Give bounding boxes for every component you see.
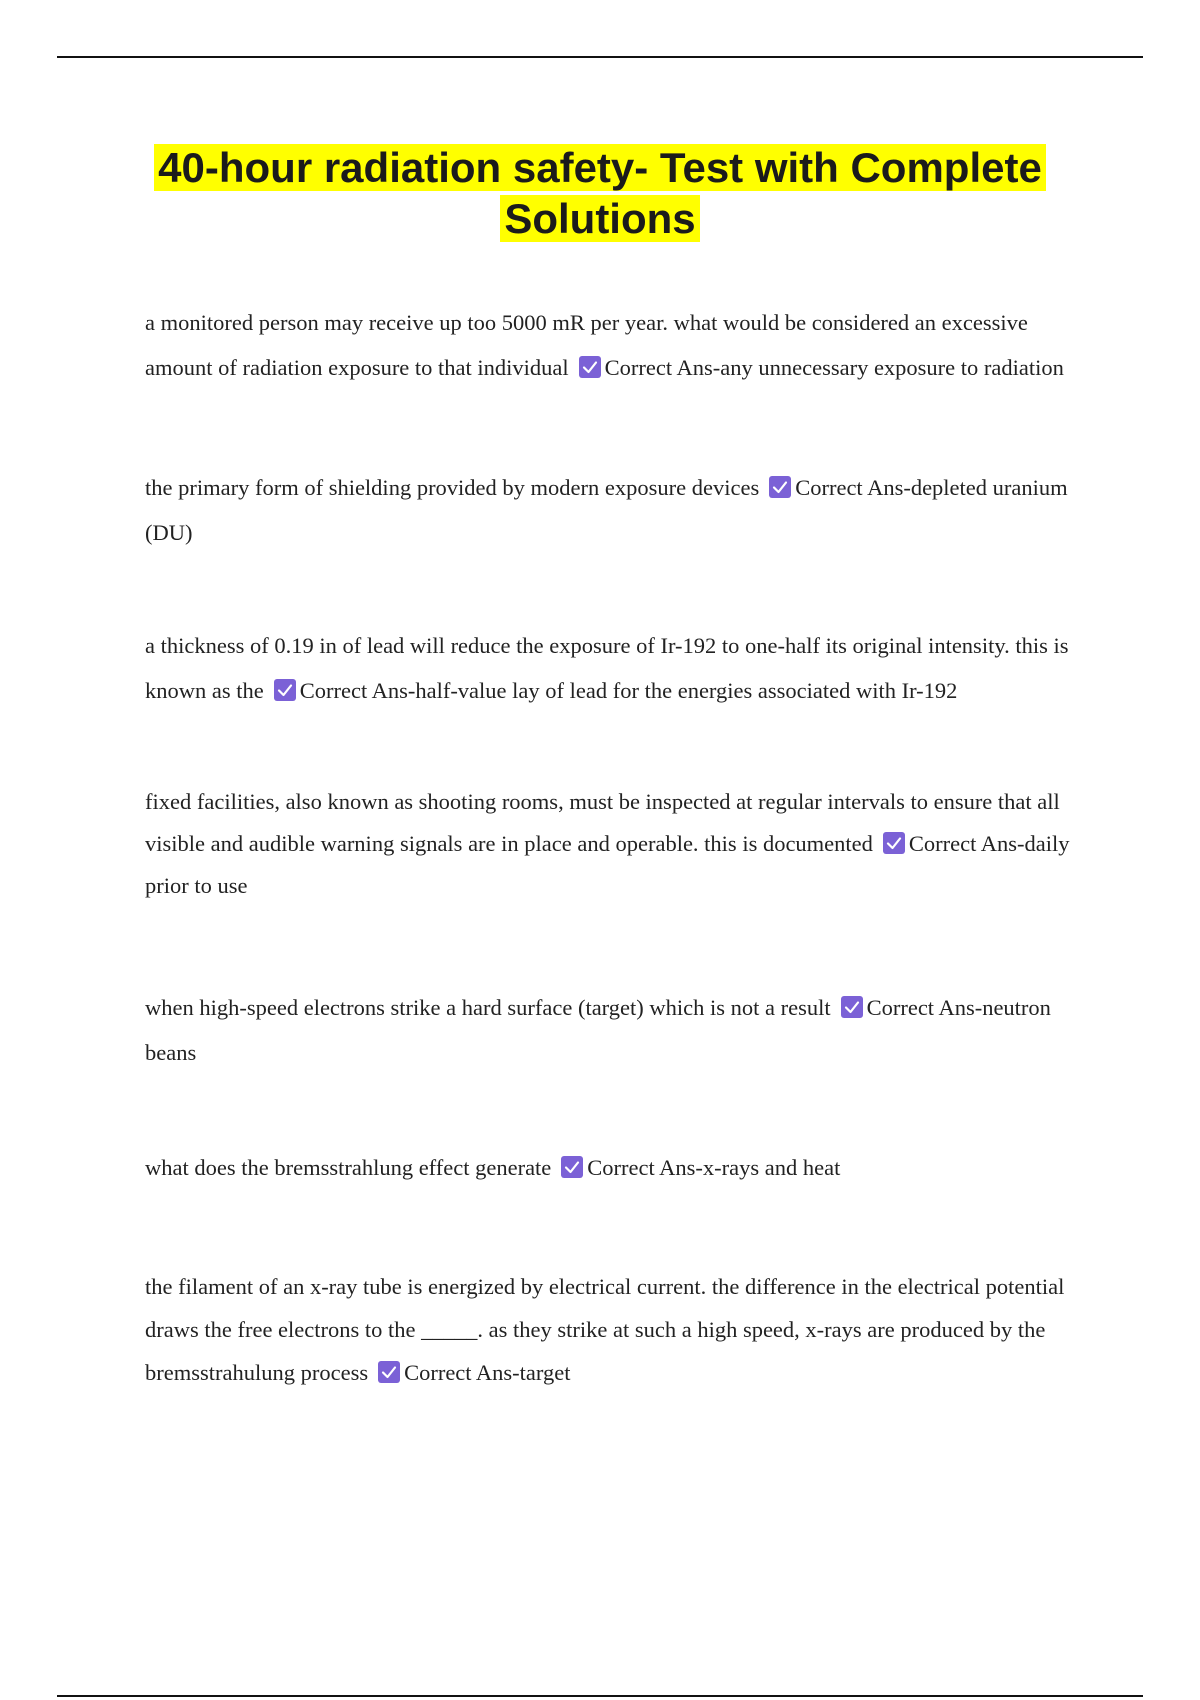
qa-list [145,300,1095,1394]
answer-text: Correct Ans-neutron beans [145,995,1051,1065]
bottom-rule [57,1695,1143,1697]
qa-item [145,465,1095,555]
title-line-2: Solutions [500,195,699,242]
answer-text: Correct Ans-half-value lay of lead for the energies associated with Ir-192 [299,678,958,703]
question-text: the filament of an x-ray tube is energized by electrical current. the difference in the electrical potential draws the free electrons to the _____. as they strike at such a high speed, x-rays are produced by the bremsstrahulung process [145,1274,1065,1385]
question-text: fixed facilities, also known as shooting rooms, must be inspected at regular intervals to ensure that all visible and audible warning signals are in place and operable. this is documented [145,789,1060,856]
answer-text: Correct Ans-target [404,1360,571,1385]
checkbox-checked-icon [883,832,905,854]
qa-item [145,1145,1095,1190]
question-text: the primary form of shielding provided by modern exposure devices [145,475,760,500]
checkbox-checked-icon [841,996,863,1018]
question-text: a monitored person may receive up too 5000 mR per year. what would be considered an excessive amount of radiation exposure to that individual [145,310,1028,380]
question-text: when high-speed electrons strike a hard surface (target) which is not a result [145,995,831,1020]
top-rule [57,56,1143,58]
answer-text: Correct Ans-daily prior to use [145,831,1070,898]
answer-text: Correct Ans-any unnecessary exposure to radiation [604,355,1064,380]
qa-item [145,300,1095,390]
checkbox-checked-icon [579,356,601,378]
checkbox-checked-icon [274,679,296,701]
qa-item [145,985,1095,1075]
checkbox-checked-icon [769,476,791,498]
qa-item [145,1265,1095,1394]
qa-item [145,781,1095,907]
checkbox-checked-icon [561,1156,583,1178]
title-line-1: 40-hour radiation safety- Test with Complete [154,144,1046,191]
checkbox-checked-icon [378,1361,400,1383]
answer-text: Correct Ans-depleted uranium (DU) [145,475,1068,545]
question-text: a thickness of 0.19 in of lead will reduce the exposure of Ir-192 to one-half its original intensity. this is known as the [145,633,1069,703]
question-text: what does the bremsstrahlung effect generate [145,1155,552,1180]
qa-item [145,623,1095,713]
page-title [0,142,1200,244]
answer-text: Correct Ans-x-rays and heat [587,1155,841,1180]
